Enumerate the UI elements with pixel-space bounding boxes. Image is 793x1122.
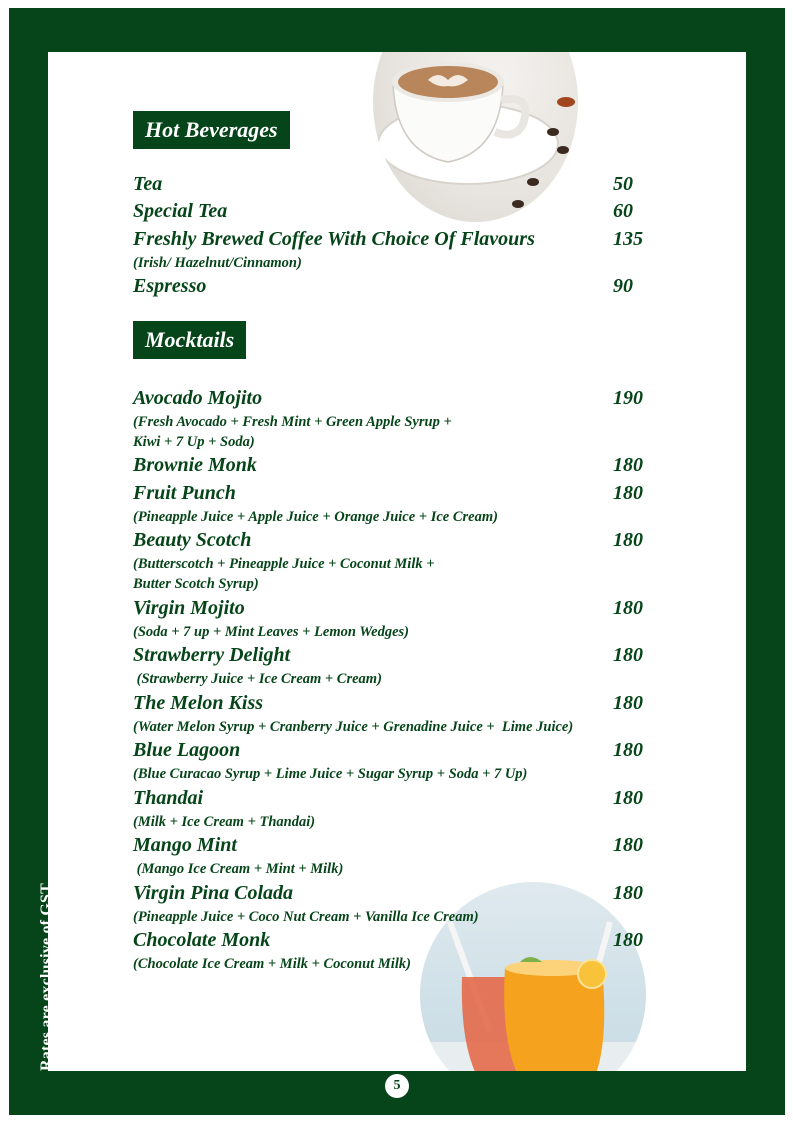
item-price: 180 <box>613 787 643 809</box>
item-name: Strawberry Delight <box>133 644 291 666</box>
item-price: 60 <box>613 200 633 222</box>
item-name: Virgin Mojito <box>133 597 245 619</box>
item-price: 180 <box>613 882 643 904</box>
gst-note: Rates are exclusive of GST <box>38 883 55 1071</box>
page-number: 5 <box>385 1074 409 1098</box>
item-name: Tea <box>133 173 163 195</box>
item-price: 180 <box>613 454 643 476</box>
item-description: (Milk + Ice Cream + Thandai) <box>133 814 316 830</box>
item-description: Butter Scotch Syrup) <box>133 576 259 592</box>
item-price: 180 <box>613 834 643 856</box>
item-price: 180 <box>613 597 643 619</box>
item-name: Freshly Brewed Coffee With Choice Of Flavours <box>133 228 535 250</box>
coffee-cup-photo <box>373 52 578 222</box>
item-description: (Soda + 7 up + Mint Leaves + Lemon Wedges) <box>133 624 409 640</box>
item-description: (Chocolate Ice Cream + Milk + Coconut Milk) <box>133 956 411 972</box>
item-name: The Melon Kiss <box>133 692 264 714</box>
item-name: Virgin Pina Colada <box>133 882 294 904</box>
item-name: Brownie Monk <box>133 454 257 476</box>
section-title-mocktails: Mocktails <box>133 321 246 359</box>
item-description: (Butterscotch + Pineapple Juice + Coconut Milk + <box>133 556 435 572</box>
item-name: Special Tea <box>133 200 228 222</box>
item-description: (Pineapple Juice + Coco Nut Cream + Vanilla Ice Cream) <box>133 909 479 925</box>
item-name: Espresso <box>133 275 207 297</box>
item-price: 180 <box>613 529 643 551</box>
item-name: Mango Mint <box>133 834 237 856</box>
item-price: 180 <box>613 644 643 666</box>
item-name: Beauty Scotch <box>133 529 252 551</box>
item-description: (Water Melon Syrup + Cranberry Juice + Grenadine Juice + Lime Juice) <box>133 719 574 735</box>
item-name: Thandai <box>133 787 204 809</box>
item-description: (Blue Curacao Syrup + Lime Juice + Sugar Syrup + Soda + 7 Up) <box>133 766 528 782</box>
item-description: Kiwi + 7 Up + Soda) <box>133 434 255 450</box>
item-price: 180 <box>613 692 643 714</box>
item-price: 190 <box>613 387 643 409</box>
item-name: Fruit Punch <box>133 482 236 504</box>
item-description: (Strawberry Juice + Ice Cream + Cream) <box>133 671 382 687</box>
item-price: 135 <box>613 228 643 250</box>
item-description: (Fresh Avocado + Fresh Mint + Green Apple Syrup + <box>133 414 452 430</box>
item-price: 180 <box>613 482 643 504</box>
item-name: Chocolate Monk <box>133 929 271 951</box>
item-price: 180 <box>613 739 643 761</box>
item-price: 180 <box>613 929 643 951</box>
item-price: 50 <box>613 173 633 195</box>
item-price: 90 <box>613 275 633 297</box>
item-description: (Mango Ice Cream + Mint + Milk) <box>133 861 344 877</box>
item-name: Blue Lagoon <box>133 739 241 761</box>
item-description: (Pineapple Juice + Apple Juice + Orange Juice + Ice Cream) <box>133 509 498 525</box>
item-name: Avocado Mojito <box>133 387 263 409</box>
item-description: (Irish/ Hazelnut/Cinnamon) <box>133 255 302 271</box>
section-title-hot-beverages: Hot Beverages <box>133 111 290 149</box>
